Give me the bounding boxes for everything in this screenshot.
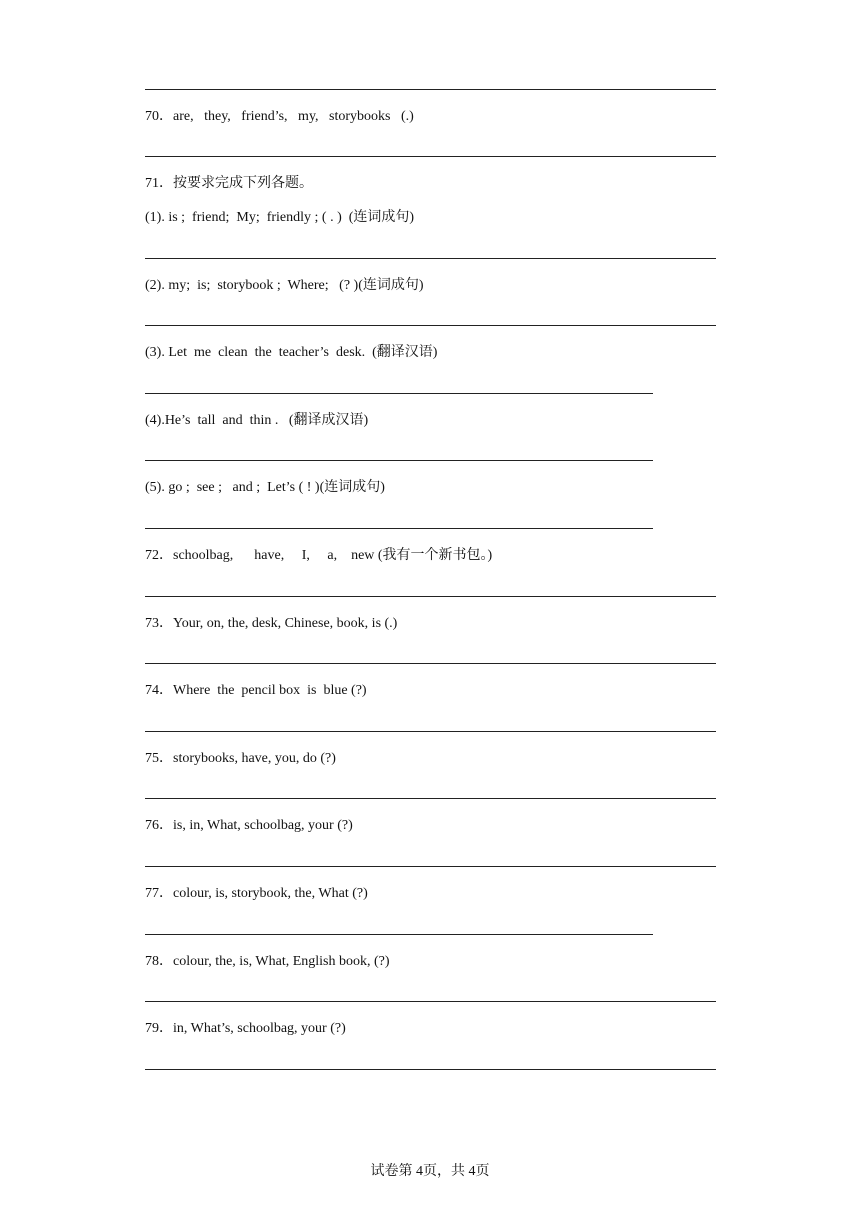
answer-line: [145, 89, 716, 90]
question-71-5: (5). go ; see ; and ; Let’s ( ! )(连词成句): [145, 480, 385, 495]
question-71-heading: 71．按要求完成下列各题。: [145, 176, 313, 191]
answer-line: [145, 1001, 716, 1002]
answer-line: [145, 798, 716, 799]
answer-line: [145, 393, 653, 394]
page-footer: 试卷第 4页，共 4页: [370, 1164, 490, 1179]
answer-line: [145, 325, 716, 326]
question-71-4: (4).He’s tall and thin . (翻译成汉语): [145, 413, 369, 428]
question-79: 79．in, What’s, schoolbag, your (?): [145, 1021, 346, 1036]
question-73: 73．Your, on, the, desk, Chinese, book, is (.): [145, 616, 398, 631]
question-72: 72．schoolbag, have, I, a, new (我有一个新书包。): [145, 548, 493, 563]
answer-line: [145, 866, 716, 867]
answer-line: [145, 934, 653, 935]
answer-line: [145, 156, 716, 157]
question-70: 70．are, they, friend’s, my, storybooks (.): [145, 109, 414, 124]
question-71-1: (1). is ; friend; My; friendly ; ( . ) (连词成句): [145, 210, 415, 225]
answer-line: [145, 663, 716, 664]
question-77: 77．colour, is, storybook, the, What (?): [145, 886, 368, 901]
answer-line: [145, 731, 716, 732]
question-76: 76．is, in, What, schoolbag, your (?): [145, 818, 353, 833]
answer-line: [145, 1069, 716, 1070]
answer-line: [145, 460, 653, 461]
question-75: 75．storybooks, have, you, do (?): [145, 751, 336, 766]
answer-line: [145, 528, 653, 529]
answer-line: [145, 258, 716, 259]
question-74: 74．Where the pencil box is blue (?): [145, 683, 367, 698]
question-71-3: (3). Let me clean the teacher’s desk. (翻译汉语): [145, 345, 438, 360]
answer-line: [145, 596, 716, 597]
question-71-2: (2). my; is; storybook ; Where; (? )(连词成句): [145, 278, 424, 293]
question-78: 78．colour, the, is, What, English book, (?): [145, 954, 390, 969]
